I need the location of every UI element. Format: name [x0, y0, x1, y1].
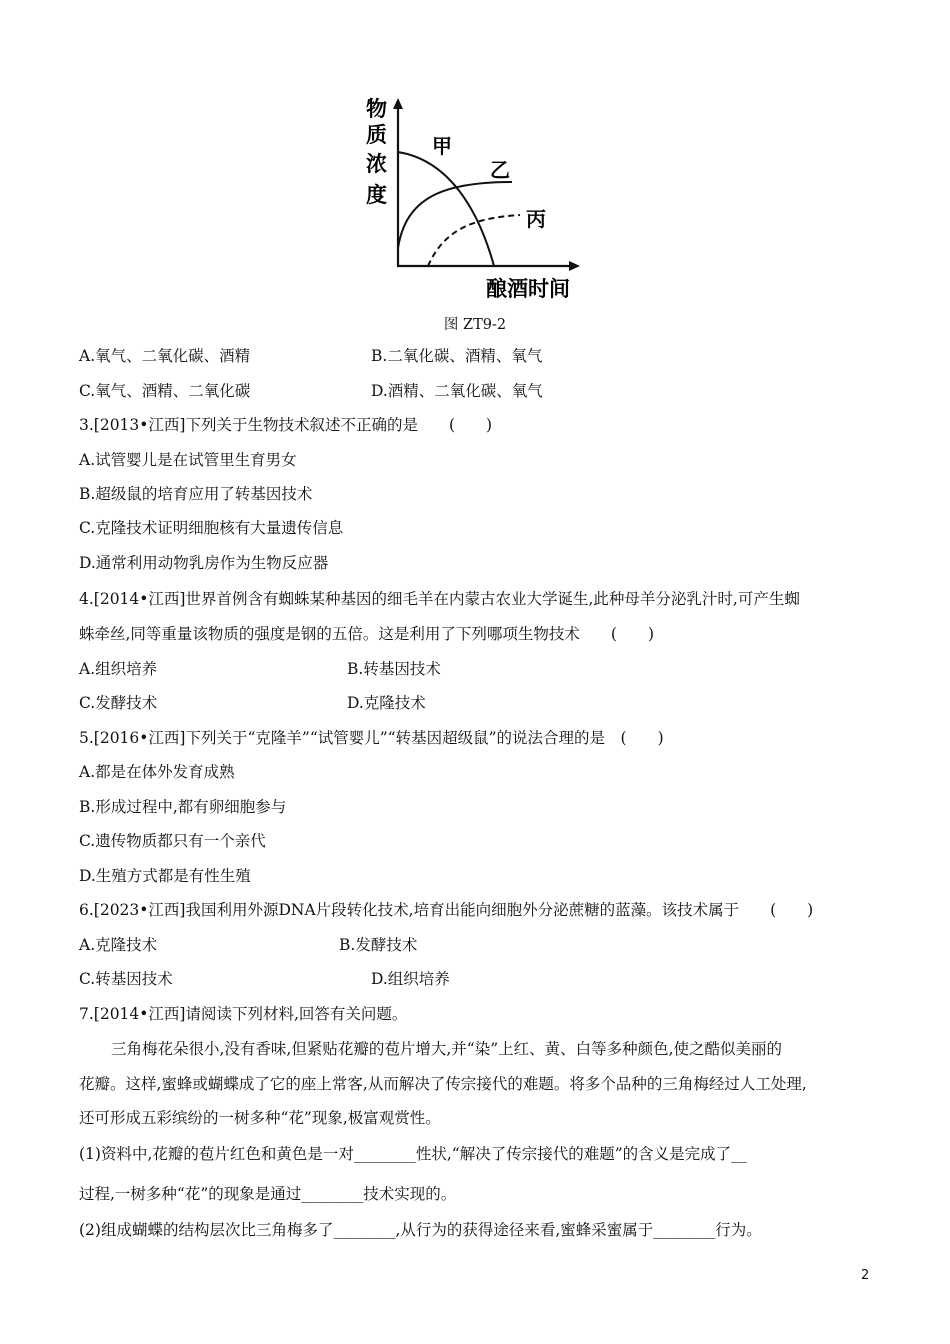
q3-option-c: C.克隆技术证明细胞核有大量遗传信息	[79, 519, 344, 537]
q7-paragraph-line1: 三角梅花朵很小,没有香味,但紧贴花瓣的苞片增大,并“染”上红、黄、白等多种颜色,使之酷似美丽的	[111, 1040, 783, 1058]
label-jia: 甲	[432, 134, 452, 158]
x-label: 酿酒时间	[486, 277, 570, 301]
q6-option-d: D.组织培养	[371, 970, 450, 988]
q7-sub2: (2)组成蝴蝶的结构层次比三角梅多了________,从行为的获得途径来看,蜜蜂采蜜属于________行为。	[79, 1221, 762, 1239]
q5-option-c: C.遗传物质都只有一个亲代	[79, 832, 266, 850]
q4-option-c: C.发酵技术	[79, 694, 158, 712]
y-label-char-3: 浓	[366, 152, 387, 176]
q4-option-d: D.克隆技术	[347, 694, 426, 712]
curve-bing	[428, 215, 520, 266]
q6-stem: 6.[2023•江西]我国利用外源DNA片段转化技术,培育出能向细胞外分泌蔗糖的蓝藻。该技术属于 ( )	[79, 901, 814, 919]
q7-paragraph-line3: 还可形成五彩缤纷的一树多种“花”现象,极富观赏性。	[79, 1109, 441, 1127]
q7-paragraph-line2: 花瓣。这样,蜜蜂或蝴蝶成了它的座上常客,从而解决了传宗接代的难题。将多个品种的三角梅经过人工处理,	[79, 1075, 807, 1093]
q6-option-b: B.发酵技术	[339, 936, 418, 954]
q5-option-a: A.都是在体外发育成熟	[79, 763, 235, 781]
page-number: 2	[861, 1268, 870, 1283]
q5-option-b: B.形成过程中,都有卵细胞参与	[79, 798, 287, 816]
label-bing: 丙	[526, 207, 546, 231]
figure-caption: 图 ZT9-2	[443, 317, 507, 333]
q5-option-d: D.生殖方式都是有性生殖	[79, 867, 251, 885]
q6-option-a: A.克隆技术	[79, 936, 158, 954]
curve-yi	[398, 182, 512, 248]
q2-option-c: C.氧气、酒精、二氧化碳	[79, 382, 251, 400]
q3-option-a: A.试管婴儿是在试管里生育男女	[79, 451, 297, 469]
q3-stem: 3.[2013•江西]下列关于生物技术叙述不正确的是 ( )	[79, 416, 493, 434]
q4-option-b: B.转基因技术	[347, 660, 441, 678]
x-axis-arrow	[569, 261, 580, 271]
q3-option-d: D.通常利用动物乳房作为生物反应器	[79, 554, 329, 572]
q5-stem: 5.[2016•江西]下列关于“克隆羊”“试管婴儿”“转基因超级鼠”的说法合理的是 ( )	[79, 729, 664, 747]
q7-sub1-line1: (1)资料中,花瓣的苞片红色和黄色是一对________性状,“解决了传宗接代的难题”的含义是完成了__	[79, 1145, 747, 1163]
q2-option-b: B.二氧化碳、酒精、氧气	[371, 347, 543, 365]
y-label-char-1: 物	[366, 97, 387, 121]
chart-svg	[360, 90, 600, 305]
q2-option-a: A.氧气、二氧化碳、酒精	[79, 347, 251, 365]
q7-stem: 7.[2014•江西]请阅读下列材料,回答有关问题。	[79, 1005, 408, 1023]
q3-option-b: B.超级鼠的培育应用了转基因技术	[79, 485, 313, 503]
concentration-chart	[360, 90, 600, 305]
q2-option-d: D.酒精、二氧化碳、氧气	[371, 382, 543, 400]
y-label-char-2: 质	[366, 123, 387, 147]
q4-option-a: A.组织培养	[79, 660, 158, 678]
curve-jia	[398, 152, 494, 266]
q6-option-c: C.转基因技术	[79, 970, 173, 988]
y-label-char-4: 度	[366, 183, 387, 207]
label-yi: 乙	[490, 158, 510, 182]
q4-stem-line1: 4.[2014•江西]世界首例含有蜘蛛某种基因的细毛羊在内蒙古农业大学诞生,此种母羊分泌乳汁时,可产生蜘	[79, 590, 800, 608]
y-axis-arrow	[393, 98, 403, 109]
q4-stem-line2: 蛛牵丝,同等重量该物质的强度是钢的五倍。这是利用了下列哪项生物技术 ( )	[79, 625, 655, 643]
q7-sub1-line2: 过程,一树多种“花”的现象是通过________技术实现的。	[79, 1185, 457, 1203]
